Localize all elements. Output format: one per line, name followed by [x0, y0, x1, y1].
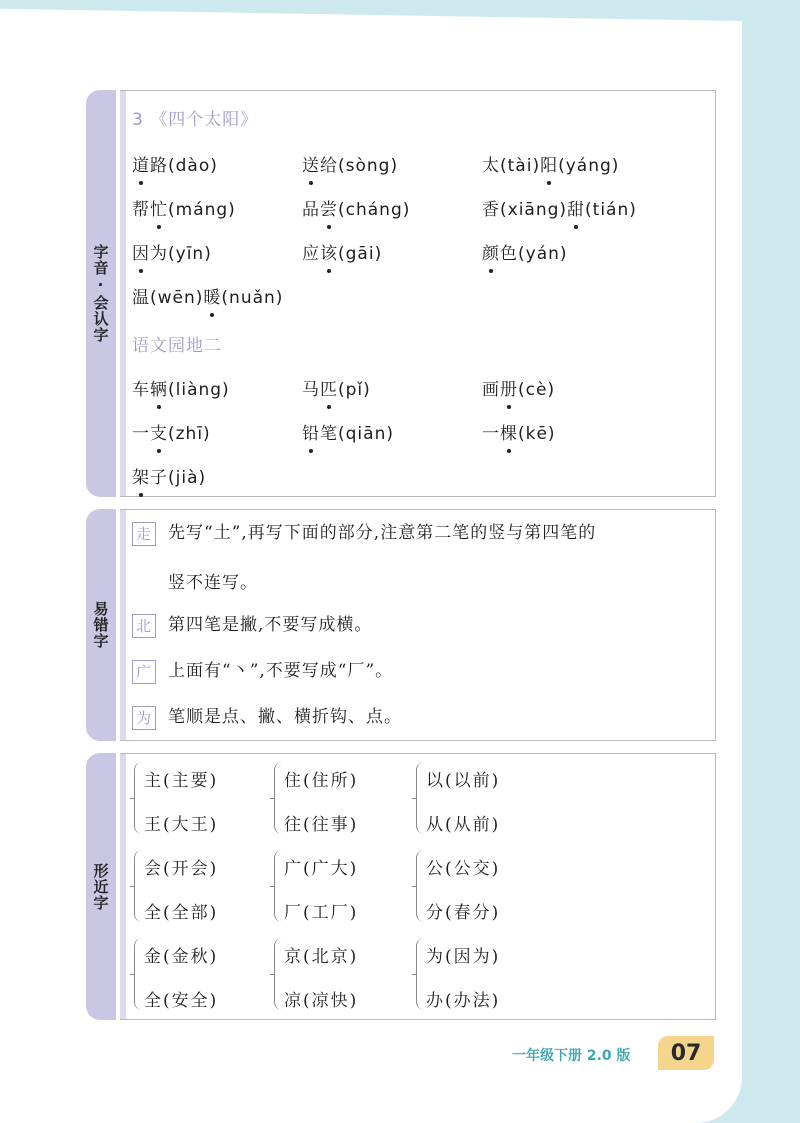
- section-tab: [86, 509, 116, 741]
- pinyin-item: 品尝(cháng): [302, 200, 411, 220]
- error-item-continuation: 竖不连写。: [168, 573, 258, 593]
- pinyin-item: 铅笔(qiān): [302, 424, 394, 444]
- pinyin-item: 温(wēn)暖(nuǎn): [132, 288, 284, 308]
- pinyin-box: [120, 90, 716, 497]
- error-prone-section: [86, 509, 716, 741]
- section-tab-label: 形近字: [91, 862, 110, 911]
- error-char-badge: 广: [132, 660, 156, 684]
- pinyin-item: 道路(dào): [132, 156, 218, 176]
- similar-box: [120, 753, 716, 1020]
- pinyin-item: 架子(jià): [132, 468, 207, 488]
- similar-pair: 为(因为) 办(办法): [416, 932, 546, 1016]
- error-char-badge: 为: [132, 706, 156, 730]
- pinyin-item: 太(tài)阳(yáng): [482, 156, 620, 176]
- section-tab-label: 易错字: [91, 601, 110, 649]
- section-tab: [86, 90, 116, 497]
- pinyin-item: 香(xiāng)甜(tián): [482, 200, 637, 220]
- pinyin-item: 送给(sòng): [302, 156, 399, 176]
- lesson-title: 语文园地二: [132, 336, 222, 356]
- lesson-title: 3 《四个太阳》: [132, 110, 259, 130]
- error-item: 广 上面有“丶”,不要写成“厂”。: [132, 656, 709, 686]
- similar-pair: 广(广大) 厂(工厂): [274, 844, 404, 928]
- pinyin-item: 一支(zhī): [132, 424, 211, 444]
- error-box: [120, 509, 716, 741]
- error-item: 为 笔顺是点、撇、横折钩、点。: [132, 702, 709, 732]
- pinyin-item: 帮忙(máng): [132, 200, 236, 220]
- pinyin-item: 画册(cè): [482, 380, 556, 400]
- error-item: 走 先写“土”,再写下面的部分,注意第二笔的竖与第四笔的: [132, 518, 709, 548]
- error-char-badge: 北: [132, 614, 156, 638]
- error-item: 北 第四笔是撇,不要写成横。: [132, 610, 709, 640]
- section-tab-label: 字音·会认字: [91, 244, 110, 343]
- similar-pair: 会(开会) 全(全部): [134, 844, 264, 928]
- pinyin-item: 一棵(kē): [482, 424, 556, 444]
- book-label: 一年级下册 2.0 版: [512, 1048, 631, 1064]
- pinyin-item: 车辆(liàng): [132, 380, 230, 400]
- similar-pair: 公(公交) 分(春分): [416, 844, 546, 928]
- pinyin-item: 应该(gāi): [302, 244, 383, 264]
- similar-pair: 住(住所) 往(往事): [274, 756, 404, 840]
- pinyin-item: 颜色(yán): [482, 244, 568, 264]
- pinyin-item: 马匹(pǐ): [302, 380, 371, 400]
- similar-pair: 以(以前) 从(从前): [416, 756, 546, 840]
- error-char-badge: 走: [132, 522, 156, 546]
- pinyin-item: 因为(yīn): [132, 244, 212, 264]
- similar-pair: 主(主要) 王(大王): [134, 756, 264, 840]
- similar-pair: 金(金秋) 全(安全): [134, 932, 264, 1016]
- section-tab: [86, 753, 116, 1020]
- similar-chars-section: [86, 753, 716, 1020]
- pinyin-section: [86, 90, 716, 497]
- page-number: 07: [658, 1036, 714, 1070]
- similar-pair: 京(北京) 凉(凉快): [274, 932, 404, 1016]
